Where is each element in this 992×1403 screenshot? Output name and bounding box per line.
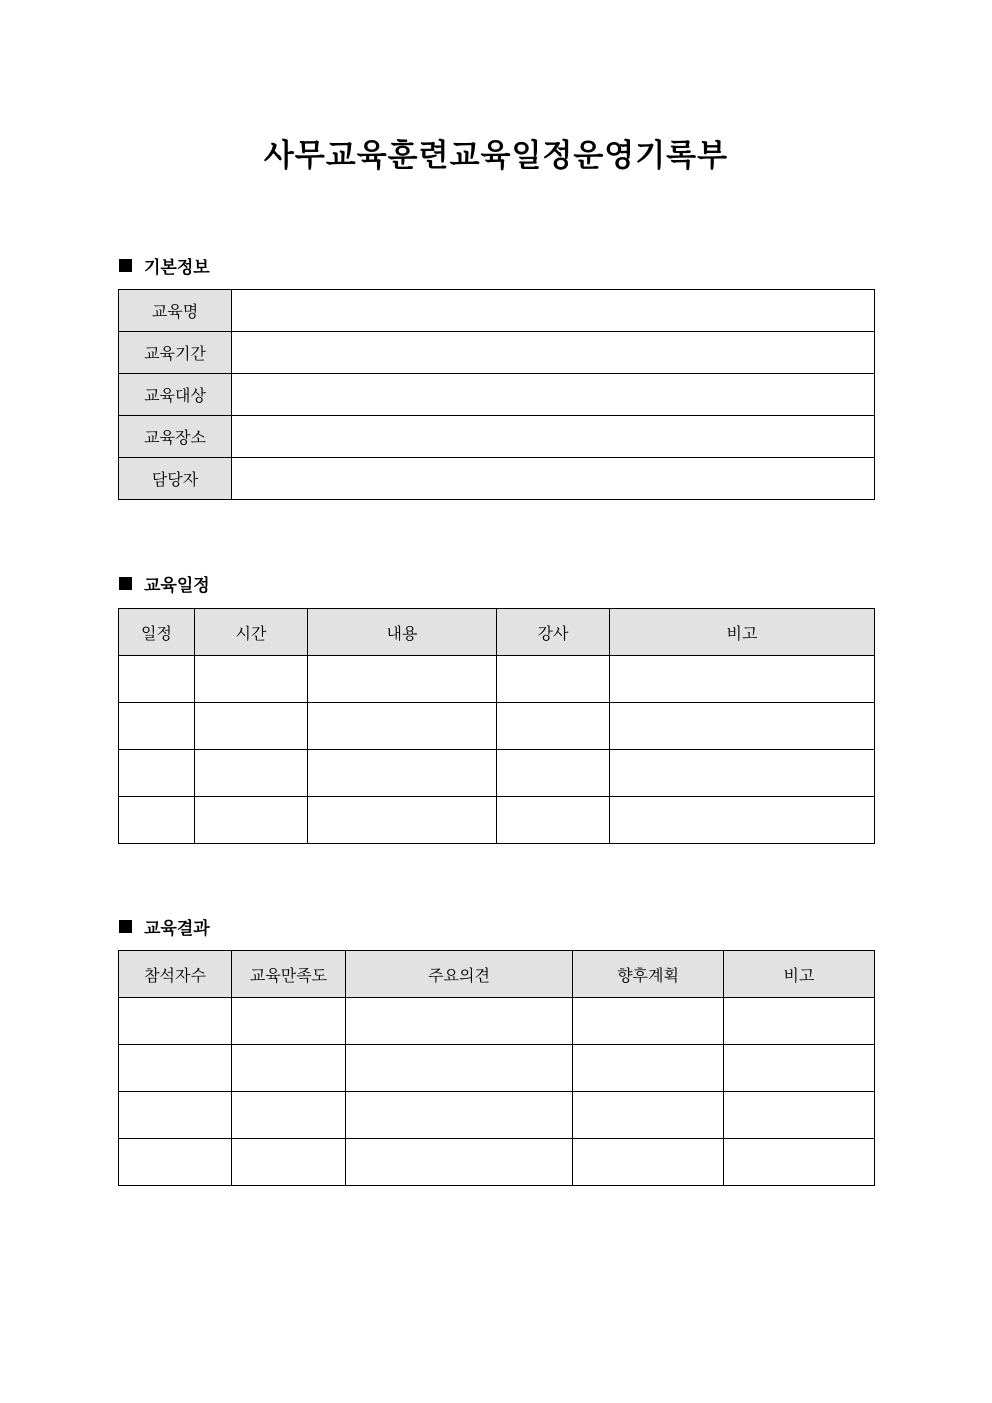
table-row	[119, 374, 875, 416]
table-cell[interactable]	[119, 656, 195, 703]
table-row	[119, 797, 875, 844]
table-cell[interactable]	[573, 1139, 724, 1186]
results-table	[118, 950, 875, 1186]
table-cell[interactable]	[119, 998, 232, 1045]
section-heading-schedule	[119, 571, 210, 595]
table-cell[interactable]	[195, 797, 308, 844]
table-cell[interactable]	[346, 1045, 573, 1092]
table-row	[119, 416, 875, 458]
table-row	[119, 750, 875, 797]
field-label: 교육장소	[119, 416, 232, 458]
table-cell[interactable]	[195, 656, 308, 703]
table-cell[interactable]	[232, 1045, 346, 1092]
table-cell[interactable]	[119, 797, 195, 844]
black-square-icon	[119, 259, 132, 272]
black-square-icon	[119, 920, 132, 933]
table-cell[interactable]	[119, 1139, 232, 1186]
table-cell[interactable]	[497, 656, 610, 703]
table-row	[119, 332, 875, 374]
field-value-period[interactable]	[232, 332, 875, 374]
section-heading-results	[119, 914, 210, 938]
field-label: 교육명	[119, 290, 232, 332]
table-cell[interactable]	[195, 703, 308, 750]
column-header: 향후계획	[573, 951, 724, 998]
table-cell[interactable]	[724, 1139, 875, 1186]
table-cell[interactable]	[573, 1092, 724, 1139]
table-cell[interactable]	[497, 703, 610, 750]
table-cell[interactable]	[724, 1092, 875, 1139]
table-row	[119, 1092, 875, 1139]
table-header-row	[119, 609, 875, 656]
table-cell[interactable]	[119, 750, 195, 797]
document-title: 사무교육훈련교육일정운영기록부	[263, 138, 729, 174]
table-cell[interactable]	[724, 998, 875, 1045]
table-row	[119, 703, 875, 750]
table-cell[interactable]	[573, 1045, 724, 1092]
column-header: 주요의견	[346, 951, 573, 998]
table-cell[interactable]	[573, 998, 724, 1045]
table-cell[interactable]	[195, 750, 308, 797]
table-cell[interactable]	[346, 1139, 573, 1186]
column-header: 교육만족도	[232, 951, 346, 998]
table-row	[119, 290, 875, 332]
table-cell[interactable]	[346, 1092, 573, 1139]
table-row	[119, 1045, 875, 1092]
table-cell[interactable]	[232, 1139, 346, 1186]
table-row	[119, 998, 875, 1045]
table-cell[interactable]	[497, 797, 610, 844]
basic-info-table	[118, 289, 875, 500]
black-square-icon	[119, 577, 132, 590]
table-cell[interactable]	[232, 1092, 346, 1139]
column-header: 일정	[119, 609, 195, 656]
table-row	[119, 1139, 875, 1186]
column-header: 참석자수	[119, 951, 232, 998]
table-cell[interactable]	[308, 703, 497, 750]
table-cell[interactable]	[119, 703, 195, 750]
table-cell[interactable]	[308, 797, 497, 844]
section-heading-basic-info	[119, 253, 210, 277]
table-cell[interactable]	[119, 1092, 232, 1139]
field-value-target[interactable]	[232, 374, 875, 416]
column-header: 비고	[724, 951, 875, 998]
field-value-course-name[interactable]	[232, 290, 875, 332]
table-row	[119, 458, 875, 500]
column-header: 시간	[195, 609, 308, 656]
section-heading-label: 교육결과	[144, 918, 210, 939]
table-cell[interactable]	[610, 703, 875, 750]
schedule-table	[118, 608, 875, 844]
table-cell[interactable]	[346, 998, 573, 1045]
table-row	[119, 656, 875, 703]
table-cell[interactable]	[119, 1045, 232, 1092]
table-cell[interactable]	[610, 797, 875, 844]
column-header: 강사	[497, 609, 610, 656]
field-label: 담당자	[119, 458, 232, 500]
field-label: 교육대상	[119, 374, 232, 416]
field-value-manager[interactable]	[232, 458, 875, 500]
section-heading-label: 교육일정	[144, 575, 210, 596]
table-cell[interactable]	[232, 998, 346, 1045]
column-header: 내용	[308, 609, 497, 656]
table-cell[interactable]	[308, 750, 497, 797]
column-header: 비고	[610, 609, 875, 656]
table-cell[interactable]	[724, 1045, 875, 1092]
table-cell[interactable]	[610, 656, 875, 703]
field-value-location[interactable]	[232, 416, 875, 458]
table-cell[interactable]	[308, 656, 497, 703]
table-header-row	[119, 951, 875, 998]
table-cell[interactable]	[610, 750, 875, 797]
field-label: 교육기간	[119, 332, 232, 374]
table-cell[interactable]	[497, 750, 610, 797]
section-heading-label: 기본정보	[144, 257, 210, 278]
